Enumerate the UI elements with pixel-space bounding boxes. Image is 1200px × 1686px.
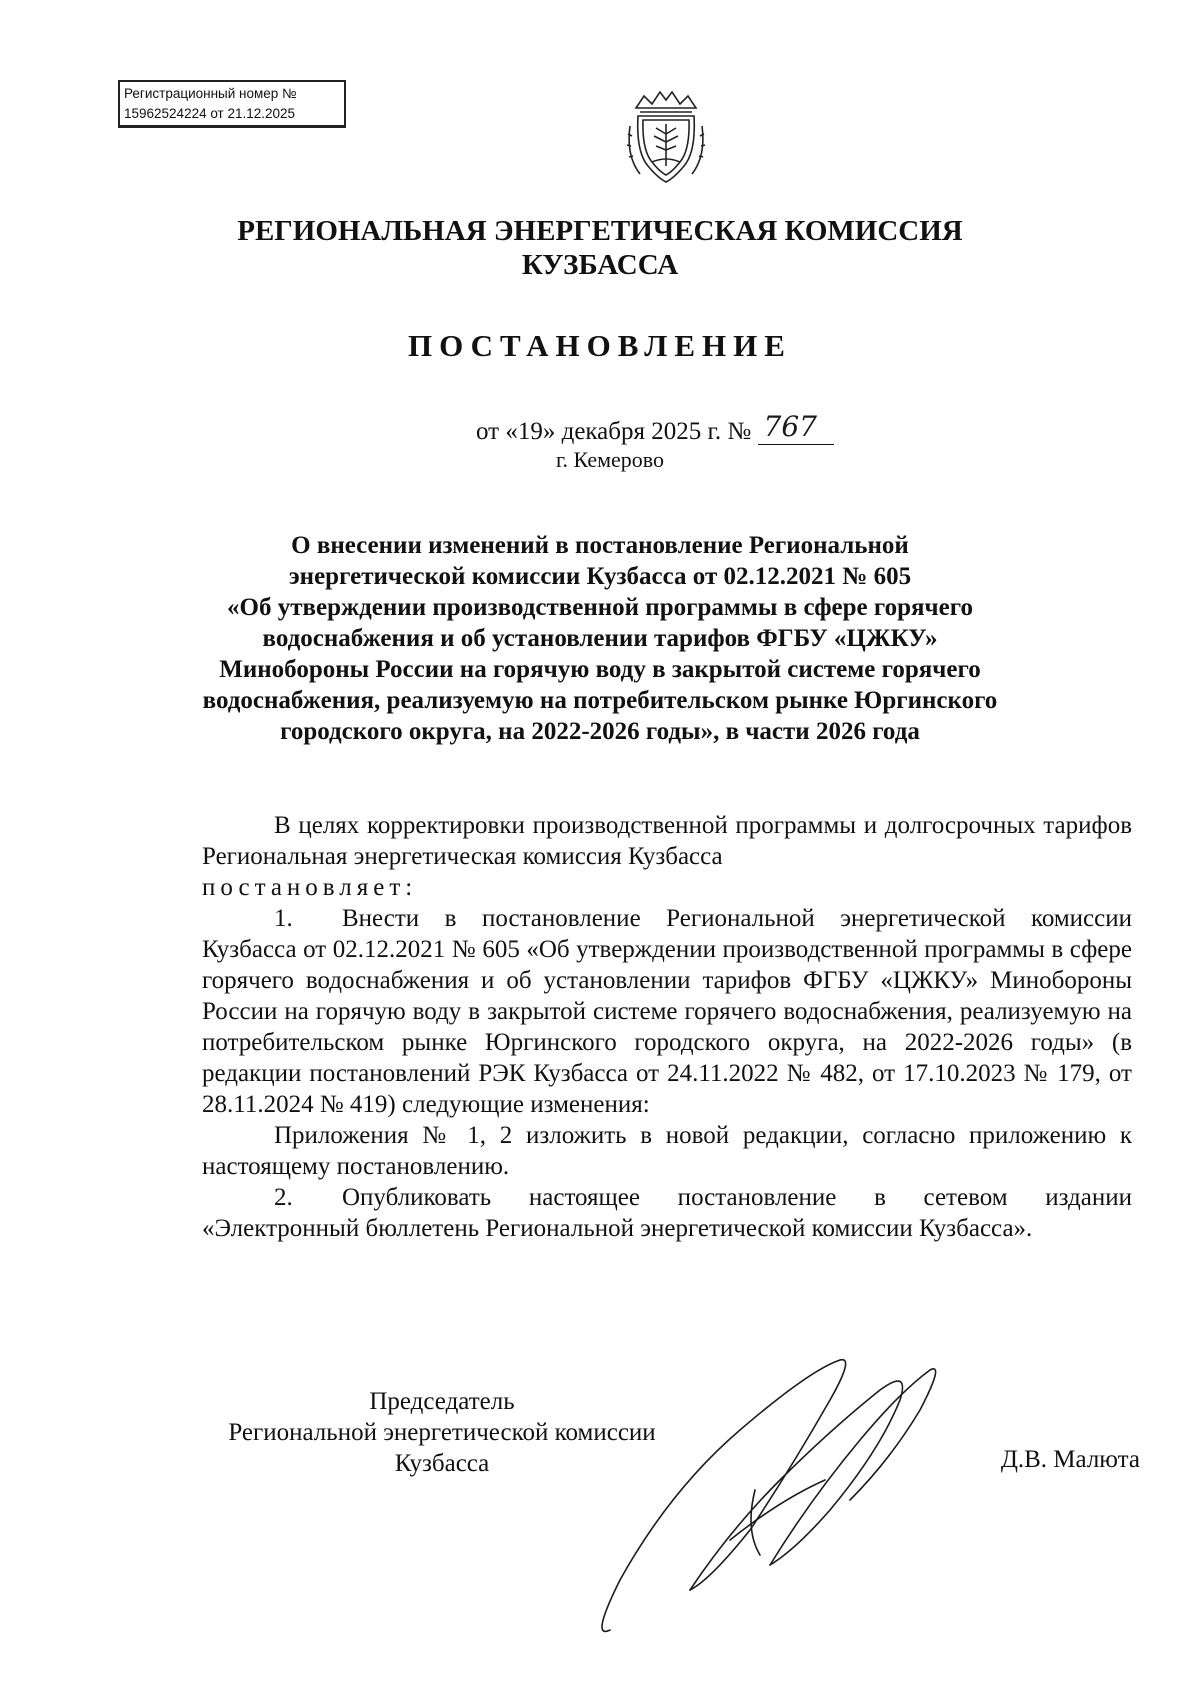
item-1-paragraph xyxy=(202,903,1132,1120)
document-number-field xyxy=(758,410,834,445)
document-type: ПОСТАНОВЛЕНИЕ xyxy=(408,328,792,363)
registration-stamp xyxy=(118,80,346,128)
registration-label: Регистрационный номер № xyxy=(124,86,297,101)
signer-title-line-3: Кузбасса xyxy=(394,1450,490,1477)
decree-word: постановляет: xyxy=(202,874,418,901)
document-subject xyxy=(200,530,1000,747)
subject-line-5: Минобороны России на горячую воду в закрытой системе горячего xyxy=(219,656,981,683)
item-2-paragraph xyxy=(202,1182,1132,1244)
item-1-subparagraph: Приложения № 1, 2 изложить в новой редакции, согласно приложению к настоящему постановлению. xyxy=(202,1122,1132,1180)
item-2-number: 2. xyxy=(274,1184,293,1211)
document-body xyxy=(202,810,1132,1244)
organization-line-1: РЕГИОНАЛЬНАЯ ЭНЕРГЕТИЧЕСКАЯ КОМИССИЯ xyxy=(237,215,963,247)
handwritten-signature xyxy=(580,1340,1000,1640)
item-1-number: 1. xyxy=(274,905,293,932)
subject-line-4: водоснабжения и об установлении тарифов ФГБУ «ЦЖКУ» xyxy=(262,625,938,652)
subject-line-2: энергетической комиссии Кузбасса от 02.12.2021 № 605 xyxy=(288,563,912,590)
item-2-text: Опубликовать настоящее постановление в сетевом издании «Электронный бюллетень Региональной энергетической комиссии Кузбасса». xyxy=(202,1184,1132,1242)
preamble-paragraph: В целях корректировки производственной программы и долгосрочных тарифов Региональная энергетическая комиссия Кузбасса xyxy=(202,812,1132,870)
signer-name: Д.В. Малюта xyxy=(1000,1446,1140,1473)
registration-number: 15962524224 от 21.12.2025 xyxy=(124,106,296,121)
subject-line-3: «Об утверждении производственной программы в сфере горячего xyxy=(227,594,973,621)
organization-title xyxy=(200,214,1000,282)
subject-line-7: городского округа, на 2022-2026 годы», в части 2026 года xyxy=(280,718,920,745)
organization-line-2: КУЗБАССА xyxy=(521,249,679,281)
subject-line-1: О внесении изменений в постановление Региональной xyxy=(291,532,909,559)
item-1-text: Внести в постановление Региональной энергетической комиссии Кузбасса от 02.12.2021 № 605 «Об утверждении производственной программы в сфере горячего водоснабжения и об установлении тарифов ФГБУ «ЦЖКУ» Минобороны России на горячую воду в закрытой системе горячего водоснабжения, реализуемую на потребительском рынке Юргинского городского округа, на 2022-2026 годы» (в редакции постановлений РЭК Кузбасса от 24.11.2022 № 482, от 17.10.2023 № 179, от 28.11.2024 № 419) следующие изменения: xyxy=(202,905,1132,1118)
signer-title-line-1: Председатель xyxy=(369,1388,515,1415)
document-number: 767 xyxy=(763,410,817,443)
document-city: г. Кемерово xyxy=(555,447,665,472)
coat-of-arms-icon xyxy=(622,86,710,188)
document-date-line xyxy=(476,410,896,446)
subject-line-6: водоснабжения, реализуемую на потребительском рынке Юргинского xyxy=(202,687,998,714)
document-date: от «19» декабря 2025 г. № xyxy=(476,418,752,445)
signer-title-line-2: Региональной энергетической комиссии xyxy=(228,1419,656,1446)
